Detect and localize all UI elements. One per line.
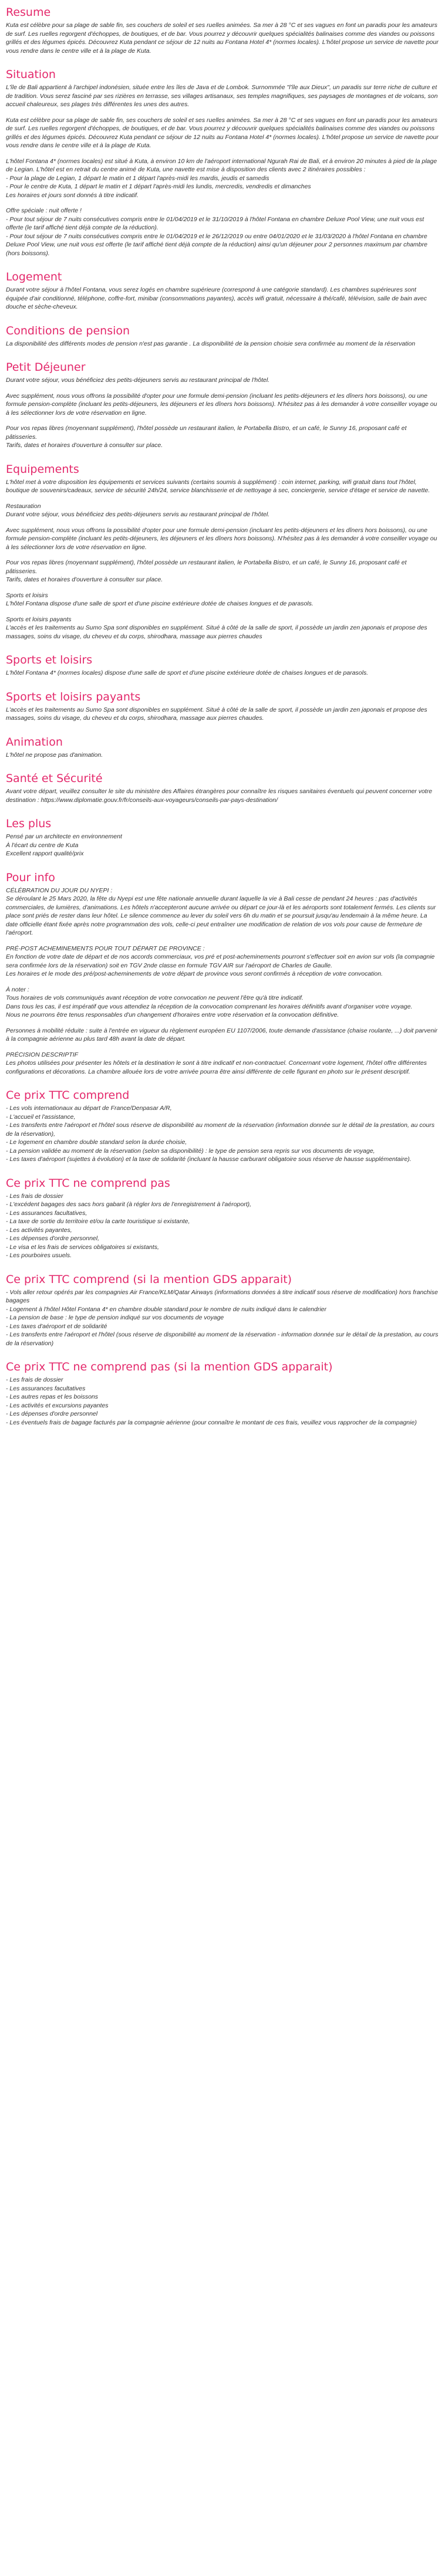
section-paragraph: Durant votre séjour à l'hôtel Fontana, vous serez logés en chambre supérieure (correspond à une catégorie standard). Les chambres supérieures sont équipée d'air conditionné, téléphone, coffre-fort, minibar (consommations payantes), accès wifi gratuit, nécessaire à thé/café, télévision, salle de bain avec douche et sèche-cheveux.: [6, 286, 429, 310]
section-situation: [6, 62, 439, 258]
section-title: Ce prix TTC comprend: [6, 1089, 130, 1102]
item-list: [6, 1376, 439, 1427]
section-paragraph: Sports et loisirs payants L'accès et les traitements au Sumo Spa sont disponibles en supplément. Situé à côté de la salle de sport, il possède un jardin zen japonais et propose des massages, soins du visage, du cheveu et du corps, shirodhara, massage aux pierres chaudes: [6, 615, 427, 640]
list-item: - Les transferts entre l'aéroport et l'hôtel sous réserve de disponibilité au moment de la réservation (information donnée sur le détail de la prestation, au cours de la réservation),: [6, 1122, 435, 1138]
section-les-plus: [6, 811, 439, 858]
section-paragraph: Personnes à mobilité réduite : suite à l'entrée en vigueur du règlement européen EU 1107/2006, toute demande d'assistance (chaise roulante, ...) doit parvenir à la compagnie aérienne au plus tard 48h avant la date de départ.: [6, 1027, 440, 1042]
section-resume: [6, 0, 439, 55]
item-list: [6, 1192, 439, 1260]
list-item: - Vols aller retour opérés par les compagnies Air France/KLM/Qatar Airways (informations données à titre indicatif sous réserve de modification) hors franchise bagages: [6, 1288, 438, 1304]
section-paragraph: CÉLÉBRATION DU JOUR DU NYEPI : Se déroulant le 25 Mars 2020, la fête du Nyepi est une fête nationale annuelle durant laquelle la vie à Bali cesse de pendant 24 heures : pas d'activités commerciales, de lumières, d'animations. Les hôtels n'accepteront aucune arrivée ou départ ce jour-là et les aéroports sont totalement fermés. Les clients sur place sont priés de rester dans leur hôtel. Le silence commence au lever du soleil vers 6h du matin et se poursuit jusqu'au lendemain à la même heure. La date officielle étant fixée après notre programmation des vols, celle-ci peut entraîner une modification de relation de vos vols pour cause de fermeture de l'aéroport.: [6, 886, 436, 936]
list-item: - La pension validée au moment de la réservation (selon sa disponibilité) : le type de pension sera repris sur vos documents de voyage,: [6, 1147, 375, 1155]
section-title: Sports et loisirs: [6, 654, 93, 666]
section-paragraph: Avec supplément, nous vous offrons la possibilité d'opter pour une formule demi-pension (incluant les petits-déjeuners et les dîners hors boissons), ou une formule pension-complète (incluant les petits-déjeuners, les déjeuners et les dîners hors boissons). N'hésitez pas à les demander à votre conseiller voyage ou à les sélectionner lors de votre réservation en ligne.: [6, 526, 439, 551]
list-item: - Les dépenses d'ordre personnel,: [6, 1235, 100, 1242]
section-paragraph: Avant votre départ, veuillez consulter le site du ministère des Affaires étrangères pour connaître les risques sanitaires éventuels qui peuvent concerner votre destination : https://www.diplomatie.gouv.fr/fr/conseils-aux-voyageurs/conseils-par-pays-destination/: [6, 788, 434, 804]
section-title: Equipements: [6, 462, 79, 476]
section-paragraph: L'hôtel Fontana 4* (normes locales) est situé à Kuta, à environ 10 km de l'aéroport international Ngurah Rai de Bali, et à environ 20 minutes à pied de la plage de Legian. L'hôtel est en retrait du centre animé de Kuta, une navette est mise à disposition des clients avec 2 itinéraires possibles : - Pour la plage de Legian, 1 départ le matin et 1 départ l'après-midi les mardis, jeudis et samedis - Pour le centre de Kuta, 1 départ le matin et 1 départ l'après-midi les lundis, mercredis, vendredis et dimanches Les horaires et jours sont donnés à titre indicatif.: [6, 157, 437, 199]
section-title: Conditions de pension: [6, 324, 130, 337]
section-title: Ce prix TTC comprend (si la mention GDS apparait): [6, 1272, 292, 1286]
section-sports-et-loisirs: [6, 648, 439, 678]
section-ce-prix-ttc-ne-comprend-pas: [6, 1171, 439, 1260]
section-sports-et-loisirs-payants: [6, 685, 439, 723]
list-item: - La pension de base : le type de pension indiqué sur vos documents de voyage: [6, 1314, 224, 1321]
section-paragraph: Kuta est célèbre pour sa plage de sable fin, ses couchers de soleil et ses ruelles animées. Sa mer à 28 °C et ses vagues en font un paradis pour les amateurs de surf. Les ruelles regorgent d'échoppes, de boutiques, et de bar. Vous pourrez y découvrir quelques spécialités balinaises comme des viandes ou poissons grillés et des légumes épicés. Découvrez Kuta pendant ce séjour de 12 nuits au Fontana Hotel 4* (normes locales). L'hôtel propose un service de navette pour vous rendre dans le centre ville et à la plage de Kuta.: [6, 116, 440, 149]
list-item: - Les taxes d'aéroport et de solidarité: [6, 1322, 107, 1330]
list-item: - Les éventuels frais de bagage facturés par la compagnie aérienne (pour connaître le montant de ces frais, veuillez vous rapprocher de la compagnie): [6, 1419, 417, 1426]
section-title: Les plus: [6, 817, 52, 830]
section-paragraph: Restauration Durant votre séjour, vous bénéficiez des petits-déjeuners servis au restaurant principal de l'hôtel.: [6, 502, 270, 518]
section-title: Santé et Sécurité: [6, 772, 103, 785]
section-paragraph: PRÉ-POST ACHEMINEMENTS POUR TOUT DÉPART DE PROVINCE : En fonction de votre date de départ et de nos accords commerciaux, vos pré et post-acheminements pourront s'effectuer soit en avion sur vols (la compagnie sera confirmée lors de la réservation) soit en TGV 2nde classe en formule TGV AIR sur l'aéroport de Charles de Gaulle. Les horaires et le mode des pré/post-acheminements de votre départ de province vous seront confirmés à réception de votre convocation.: [6, 945, 435, 977]
section-paragraph: Pensé par un architecte en environnement À l'écart du centre de Kuta Excellent rapport qualité/prix: [6, 833, 122, 857]
section-paragraph: L'accès et les traitements au Sumo Spa sont disponibles en supplément. Situé à côté de la salle de sport, il possède un jardin zen japonais et propose des massages, soins du visage, du cheveu et du corps, shirodhara, massage aux pierres chaudes.: [6, 706, 429, 722]
section-paragraph: Durant votre séjour, vous bénéficiez des petits-déjeuners servis au restaurant principal de l'hôtel.: [6, 377, 270, 384]
section-paragraph: L'hôtel met à votre disposition les équipements et services suivants (certains soumis à supplément) : coin internet, parking, wifi gratuit dans tout l'hôtel, boutique de souvenirs/cadeaux, service de sécurité 24h/24, service blanchisserie et de nettoyage à sec, conciergerie, service d'étage et service de navette.: [6, 478, 430, 494]
section-ce-prix-ttc-comprend: [6, 1083, 439, 1164]
list-item: - Le logement en chambre double standard selon la durée choisie,: [6, 1139, 187, 1146]
list-item: - Les transferts entre l'aéroport et l'hôtel (sous réserve de disponibilité au moment de la réservation - information donnée sur le détail de la prestation, au cours de la réservation): [6, 1331, 439, 1347]
section-title: Situation: [6, 68, 56, 81]
section-equipements: [6, 457, 439, 641]
section-paragraph: L'île de Bali appartient à l'archipel indonésien, située entre les îles de Java et de Lombok. Surnommée "l'île aux Dieux", un paradis sur terre riche de culture et de tradition. Vous serez fasciné par ses rizières en terrasse, ses villages artisanaux, ses temples magnifiques, ses paysages de montagnes et de volcans, son accueil chaleureux, ses plages très différentes les unes des autres.: [6, 84, 440, 108]
section-title: Petit Déjeuner: [6, 361, 86, 374]
list-item: - Les assurances facultatives: [6, 1385, 86, 1392]
section-paragraph: L'hôtel Fontana 4* (normes locales) dispose d'une salle de sport et d'une piscine extérieure dotée de chaises longues et de parasols.: [6, 669, 369, 676]
list-item: - Le visa et les frais de services obligatoires si existants,: [6, 1243, 159, 1251]
item-list: [6, 1104, 439, 1164]
section-logement: [6, 265, 439, 312]
section-ce-prix-ttc-ne-comprend-pas-si-la-mention-gds-apparait: [6, 1355, 439, 1427]
section-title: Ce prix TTC ne comprend pas: [6, 1176, 170, 1190]
section-paragraph: Kuta est célèbre pour sa plage de sable fin, ses couchers de soleil et ses ruelles animées. Sa mer à 28 °C et ses vagues en font un paradis pour les amateurs de surf. Les ruelles regorgent d'échoppes, de boutiques, et de bar. Vous pourrez y découvrir quelques spécialités balinaises comme des viandes ou poissons grillés et des légumes épicés. Découvrez Kuta pendant ce séjour de 12 nuits au Fontana Hotel 4* (normes locales). L'hôtel propose un service de navette pour vous rendre dans le centre ville et à la plage de Kuta.: [6, 22, 440, 55]
list-item: - La taxe de sortie du territoire et/ou la carte touristique si existante,: [6, 1218, 190, 1225]
list-item: - Logement à l'hôtel Hôtel Fontana 4* en chambre double standard pour le nombre de nuits indiqué dans le calendrier: [6, 1305, 327, 1313]
list-item: - Les autres repas et les boissons: [6, 1393, 98, 1400]
list-item: - Les pourboires usuels.: [6, 1252, 72, 1259]
section-paragraph: Pour vos repas libres (moyennant supplément), l'hôtel possède un restaurant italien, le Portabella Bistro, et un café, le Sunny 16, proposant café et pâtisseries. Tarifs, dates et horaires d'ouverture à consulter sur place.: [6, 425, 407, 449]
list-item: - Les frais de dossier: [6, 1192, 63, 1200]
section-sante-et-securite: [6, 766, 439, 804]
section-title: Ce prix TTC ne comprend pas (si la mention GDS apparait): [6, 1360, 333, 1373]
list-item: - Les activités payantes,: [6, 1226, 72, 1234]
section-title: Logement: [6, 270, 62, 283]
list-item: - Les vols internationaux au départ de France/Denpasar A/R,: [6, 1105, 172, 1112]
item-list: [6, 1288, 439, 1348]
section-animation: [6, 730, 439, 760]
section-paragraph: Avec supplément, nous vous offrons la possibilité d'opter pour une formule demi-pension (incluant les petits-déjeuners et les dîners hors boissons), ou une formule pension-complète (incluant les petits-déjeuners, les déjeuners et les dîners hors boissons). N'hésitez pas à les demander à votre conseiller voyage ou à les sélectionner lors de votre réservation en ligne.: [6, 392, 439, 417]
list-item: - Les dépenses d'ordre personnel: [6, 1410, 98, 1417]
section-title: Animation: [6, 735, 63, 749]
section-paragraph: Offre spéciale : nuit offerte ! - Pour tout séjour de 7 nuits consécutives compris entre le 01/04/2019 et le 31/10/2019 à l'hôtel Fontana en chambre Deluxe Pool View, une nuit vous est offerte (le tarif affiché tient déjà compte de la réduction). - Pour tout séjour de 7 nuits consécutives compris entre le 01/04/2019 et le 26/12/2019 ou entre 04/01/2020 et le 31/03/2020 à l'hôtel Fontana en chambre Deluxe Pool View, une nuit vous est offerte (le tarif affiché tient déjà compte de la réduction) ainsi qu'un déjeuner pour 2 personnes maximum par chambre (hors boissons).: [6, 207, 427, 257]
section-title: Sports et loisirs payants: [6, 690, 141, 703]
list-item: - Les assurances facultatives,: [6, 1209, 87, 1217]
section-conditions-de-pension: [6, 319, 439, 348]
section-paragraph: La disponibilité des différents modes de pension n'est pas garantie . La disponibilité de la pension choisie sera confirmée au moment de la réservation: [6, 340, 416, 347]
section-paragraph: Pour vos repas libres (moyennant supplément), l'hôtel possède un restaurant italien, le Portabella Bistro, et un café, le Sunny 16, proposant café et pâtisseries. Tarifs, dates et horaires d'ouverture à consulter sur place.: [6, 559, 407, 583]
section-pour-info: [6, 865, 439, 1077]
section-petit-dejeuner: [6, 355, 439, 450]
list-item: - Les taxes d'aéroport (sujettes à évolution) et la taxe de solidarité (incluant la hausse carburant obligatoire sous réserve de hausse supplémentaire).: [6, 1156, 412, 1163]
section-paragraph: PRÉCISION DESCRIPTIF Les photos utilisées pour présenter les hôtels et la destination le sont à titre indicatif et non-contractuel. Concernant votre logement, l'hôtel offre différentes configurations et décorations. La chambre allouée lors de votre arrivée pourra être ainsi différente de celle figurant en photo sur le présent descriptif.: [6, 1051, 427, 1075]
list-item: - L'accueil et l'assistance,: [6, 1113, 76, 1121]
list-item: - L'excédent bagages des sacs hors gabarit (à régler lors de l'enregistrement à l'aéroport),: [6, 1201, 252, 1208]
list-item: - Les activités et excursions payantes: [6, 1402, 109, 1409]
list-item: - Les frais de dossier: [6, 1376, 63, 1383]
section-ce-prix-ttc-comprend-si-la-mention-gds-apparait: [6, 1267, 439, 1348]
section-title: Resume: [6, 6, 51, 19]
section-title: Pour info: [6, 871, 55, 884]
section-paragraph: À noter : Tous horaires de vols communiqués avant réception de votre convocation ne peuvent l'être qu'à titre indicatif. Dans tous les cas, il est impératif que vous attendiez la réception de la convocation comprenant les horaires définitifs avant d'organiser votre voyage. Nous ne pourrons être tenus responsables d'un changement d'horaires entre votre réservation et la convocation définitive.: [6, 986, 413, 1018]
section-paragraph: L'hôtel ne propose pas d'animation.: [6, 751, 103, 759]
section-paragraph: Sports et loisirs L'hôtel Fontana dispose d'une salle de sport et d'une piscine extérieure dotée de chaises longues et de parasols.: [6, 591, 313, 607]
